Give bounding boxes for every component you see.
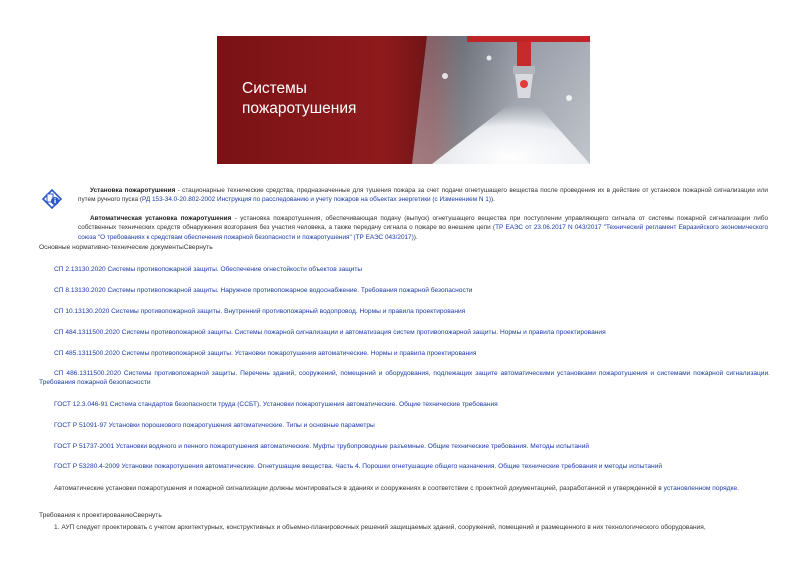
- doc-link-sp-485[interactable]: СП 485.1311500.2020 Системы противопожарной защиты. Установки пожаротушения автоматические. Нормы и правила проектирования: [54, 350, 477, 357]
- definition-installation: Установка пожаротушения - стационарные технические средства, предназначенные для тушения пожара за счет подачи огнетушащего вещества после проведения их в действие от установок пожарной сигнализации или путем ручного пуска (РД 153-34.0-20.802-2002 Инструкция по расследованию и учету пожаров на объектах энергетики (с Изменением N 1)).: [78, 187, 768, 204]
- definition-text: - стационарные технические средства, предназначенные для тушения пожара за счет подачи огнетушащего вещества после проведения их в действие от установок пожарной сигнализации или путем ручного пуска (: [78, 187, 768, 204]
- requirement-item-1: 1. АУП следует проектировать с учетом архитектурных, конструктивных и объемно-планировочных решений защищаемых зданий, сооружений, помещений и размещенного в них технологического оборудования,: [54, 524, 706, 531]
- doc-link-gost-r-51091[interactable]: ГОСТ Р 51091-97 Установки порошкового пожаротушения автоматические. Типы и основные параметры: [54, 422, 375, 429]
- doc-link-sp-10[interactable]: СП 10.13130.2020 Системы противопожарной защиты. Внутренний противопожарный водопровод. Нормы и правила проектирования: [54, 308, 466, 315]
- mounting-note: Автоматические установки пожаротушения и пожарной сигнализации должны монтироваться в зданиях и сооружениях в соответствии с проектной документацией, разработанной и утвержденной в установленном порядке.: [54, 485, 739, 492]
- banner-title: [242, 79, 356, 119]
- norms-section-header[interactable]: Основные нормативно-технические документыСвернуть: [39, 244, 213, 251]
- term-automatic-installation: Автоматическая установка пожаротушения: [90, 215, 232, 222]
- info-document-icon: [41, 188, 63, 210]
- banner-title-line1: Системы: [242, 80, 307, 97]
- doc-link-sp-486[interactable]: СП 486.1311500.2020 Системы противопожарной защиты. Перечень зданий, сооружений, помещений и оборудования, подлежащих защите автоматическими установками пожаротушения и системами пожарной сигнализации. Требования пожарной безопасности: [39, 370, 770, 387]
- established-order-link[interactable]: установленном порядке: [663, 485, 738, 492]
- doc-link-gost-r-51737[interactable]: ГОСТ Р 51737-2001 Установки водяного и пенного пожаротушения автоматические. Муфты трубопроводные разъемные. Общие технические требования. Методы испытаний: [54, 443, 590, 450]
- hero-banner: [217, 36, 590, 164]
- definition-text: - установка пожаротушения, обеспечивающая подачу (выпуск) огнетушащего вещества при поступлении управляющего сигнала от системы пожарной сигнализации либо собственных технических средств обнаружения возгорания без участия человека, а также передачу сигнала о пожаре во внешние цепи (: [78, 215, 768, 232]
- banner-title-line2: пожаротушения: [242, 100, 357, 117]
- doc-link-sp-8[interactable]: СП 8.13130.2020 Системы противопожарной защиты. Наружное противопожарное водоснабжение. Требования пожарной безопасности: [54, 287, 473, 294]
- ref-link-rd[interactable]: РД 153-34.0-20.802-2002 Инструкция по расследованию и учету пожаров на объектах энергетики (с Изменением N 1): [142, 196, 491, 204]
- definition-automatic-installation: Автоматическая установка пожаротушения - установка пожаротушения, обеспечивающая подачу (выпуск) огнетушащего вещества при поступлении управляющего сигнала от системы пожарной сигнализации либо собственных технических средств обнаружения возгорания без участия человека, а также передачу сигнала о пожаре во внешние цепи (ТР ЕАЭС от 23.06.2017 N 043/2017 "Технический регламент Евразийского экономического союза "О требованиях к средствам обеспечения пожарной безопасности и пожаротушения" (ТР ЕАЭС 043/2017)).: [78, 215, 768, 241]
- doc-link-sp-484[interactable]: СП 484.1311500.2020 Системы противопожарной защиты. Системы пожарной сигнализации и автоматизация систем противопожарной защиты. Нормы и правила проектирования: [54, 329, 606, 336]
- doc-link-gost-r-53280[interactable]: ГОСТ Р 53280.4-2009 Установки пожаротушения автоматические. Огнетушащие вещества. Часть 4. Порошки огнетушащие общего назначения. Общие технические требования и методы испытаний: [54, 463, 663, 470]
- ref-link-tr-eaes[interactable]: ТР ЕАЭС от 23.06.2017 N 043/2017 "Технический регламент Евразийского экономического союза "О требованиях к средствам обеспечения пожарной безопасности и пожаротушения" (ТР ЕАЭС 043/2017): [78, 224, 768, 241]
- requirements-section-header[interactable]: Требования к проектированиюСвернуть: [39, 512, 162, 519]
- doc-link-gost-12-3-046[interactable]: ГОСТ 12.3.046-91 Система стандартов безопасности труда (ССБТ). Установки пожаротушения автоматические. Общие технические требования: [54, 401, 498, 408]
- doc-link-sp-2[interactable]: СП 2.13130.2020 Системы противопожарной защиты. Обеспечение огнестойкости объектов защиты: [54, 266, 363, 273]
- term-installation: Установка пожаротушения: [90, 187, 176, 194]
